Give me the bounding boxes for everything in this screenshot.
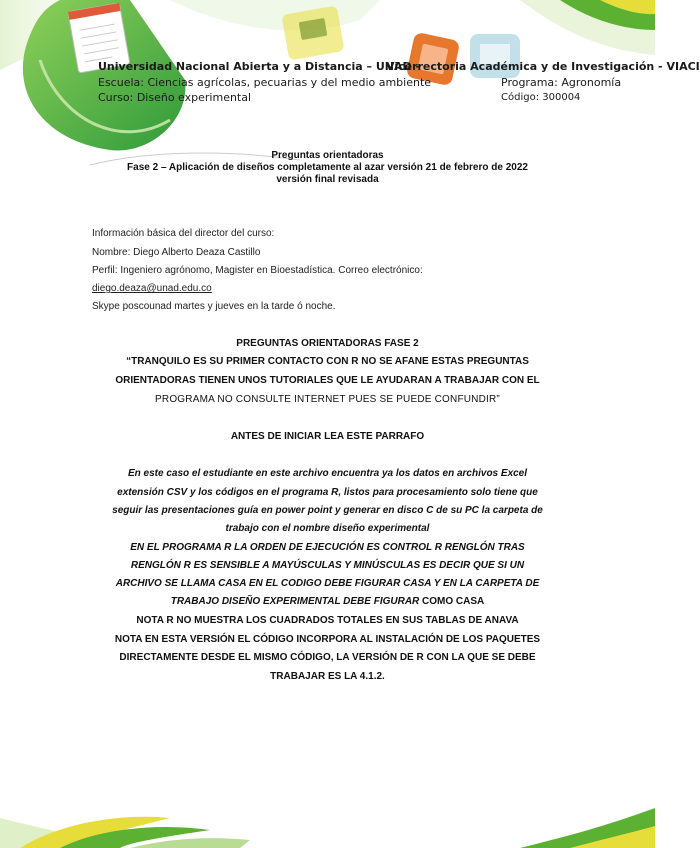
briefcase-icon [281,5,344,60]
note-line: NOTA EN ESTA VERSIÓN EL CÓDIGO INCORPORA AL INSTALACIÓN DE LOS PAQUETES [114,634,541,645]
paragraph-line: En este caso el estudiante en este archivo encuentra ya los datos en archivos Excel [127,468,528,479]
note-line: TRABAJAR ES LA 4.1.2. [270,671,385,682]
header-escuela: Escuela: Ciencias agrícolas, pecuarias y del medio ambiente [98,76,432,89]
director-email-link[interactable]: diego.deaza@unad.edu.co [92,283,212,294]
trabajo-end: COMO CASA [419,596,485,607]
title-line-2: Fase 2 – Aplicación de diseños completamente al azar versión 21 de febrero de 2022 [127,162,528,173]
note-line: DIRECTAMENTE DESDE EL MISMO CÓDIGO, LA VERSIÓN DE R CON LA QUE SE DEBE [119,652,536,663]
director-perfil: Perfil: Ingeniero agrónomo, Magister en Bioestadística. Correo electrónico: [92,265,423,276]
antes-heading: ANTES DE INICIAR LEA ESTE PARRAFO [230,431,425,442]
paragraph-line: trabajo con el nombre diseño experimental [225,523,430,534]
note-line: NOTA R NO MUESTRA LOS CUADRADOS TOTALES EN SUS TABLAS DE ANAVA [136,615,519,626]
paragraph-line: extensión CSV y los códigos en el programa R, listos para procesamiento solo tiene que [117,487,538,498]
header-university: Universidad Nacional Abierta y a Distancia – UNAD - [98,60,421,73]
quote-line: “TRANQUILO ES SU PRIMER CONTACTO CON R NO SE AFANE ESTAS PREGUNTAS [126,356,529,367]
quote-line: ORIENTADORAS TIENEN UNOS TUTORIALES QUE LE AYUDARAN A TRABAJAR CON EL [115,375,540,386]
director-skype: Skype poscounad martes y jueves en la tarde ó noche. [92,301,336,312]
preguntas-heading: PREGUNTAS ORIENTADORAS FASE 2 [236,338,419,349]
paragraph-line: RENGLÓN R ES SENSIBLE A MAYÚSCULAS Y MINÚSCULAS ES DECIR QUE SI UN [130,560,525,571]
quote-line: PROGRAMA NO CONSULTE INTERNET PUES SE PUEDE CONFUNDIR” [155,394,500,405]
header-codigo: Código: 300004 [501,92,581,103]
director-nombre: Nombre: Diego Alberto Deaza Castillo [92,247,261,258]
title-line-1: Preguntas orientadoras [271,150,384,161]
title-line-3: versión final revisada [276,174,379,185]
paragraph-line: ARCHIVO SE LLAMA CASA EN EL CODIGO DEBE FIGURAR CASA Y EN LA CARPETA DE [115,578,540,589]
trabajo-italic: TRABAJO DISEÑO EXPERIMENTAL DEBE FIGURAR [170,596,420,607]
header-curso: Curso: Diseño experimental [98,91,252,104]
paragraph-line-trabajo [0,596,655,607]
footer-decoration [0,778,655,848]
header-programa: Programa: Agronomía [501,76,622,89]
header-vicerrectoria: Vicerrectoria Académica y de Investigación - VIACI [386,60,700,73]
paragraph-line: EN EL PROGRAMA R LA ORDEN DE EJECUCIÓN ES CONTROL R RENGLÓN TRAS [130,542,525,553]
director-heading: Información básica del director del curso: [92,228,275,239]
paragraph-line: seguir las presentaciones guía en power point y generar en disco C de su PC la carpeta de [112,505,543,516]
